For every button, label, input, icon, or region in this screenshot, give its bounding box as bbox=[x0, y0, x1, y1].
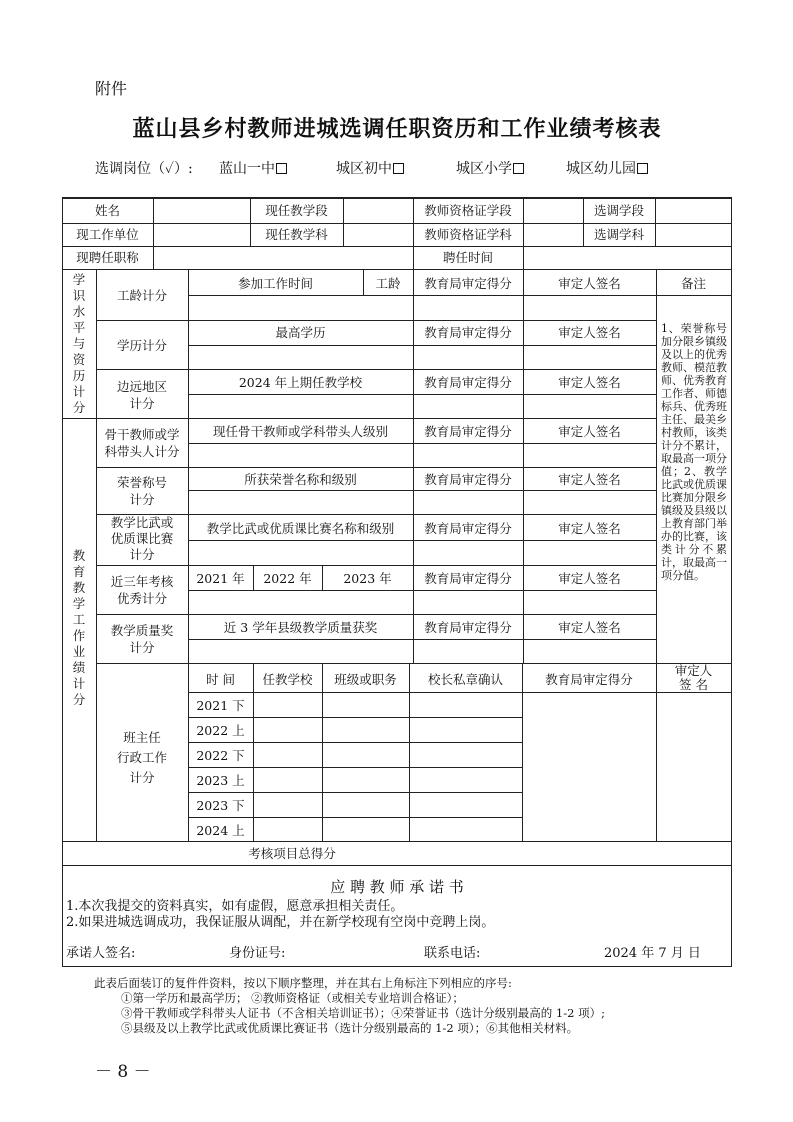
form-title: 蓝山县乡村教师进城选调任职资历和工作业绩考核表 bbox=[132, 116, 662, 142]
excellent-score-label: 近三年考核 优秀计分 bbox=[110, 574, 174, 606]
attachment-label: 附件 bbox=[95, 79, 128, 98]
score-header: 教育局审定得分 bbox=[424, 472, 512, 487]
signer-header: 审定人签名 bbox=[558, 620, 621, 635]
headteacher-score-label: 班主任 行政工作 计分 bbox=[116, 730, 167, 785]
signer-header: 审定人签名 bbox=[558, 521, 621, 536]
score-header: 教育局审定得分 bbox=[424, 521, 512, 536]
term-cell: 2023 下 bbox=[196, 798, 245, 813]
checkbox-icon[interactable] bbox=[637, 163, 648, 174]
year-2021-header: 2021 年 bbox=[196, 571, 245, 586]
year-2022-header: 2022 年 bbox=[263, 571, 312, 586]
footnote-line: ⑤县级及以上教学比武或优质课比赛证书（选计分级别最高的 1-2 项）；⑥其他相关材料。 bbox=[121, 1021, 579, 1035]
score-header: 教育局审定得分 bbox=[424, 424, 512, 439]
position-option-3[interactable]: 城区小学 bbox=[456, 161, 524, 179]
backbone-score-label: 骨干教师或学 科带头人计分 bbox=[104, 427, 180, 459]
page-number: － 8 － bbox=[95, 1062, 151, 1082]
section-performance-label: 教 育 教 学 工 作 业 绩 计 分 bbox=[72, 548, 86, 707]
term-cell: 2022 下 bbox=[196, 748, 245, 763]
total-score-label: 考核项目总得分 bbox=[248, 846, 336, 861]
highest-edu-header: 最高学历 bbox=[275, 325, 326, 340]
class-duty-header: 班级或职务 bbox=[334, 672, 397, 687]
score-header: 教育局审定得分 bbox=[424, 276, 512, 291]
signer-header: 审定人签名 bbox=[558, 472, 621, 487]
term-cell: 2023 上 bbox=[196, 773, 245, 788]
term-cell: 2022 上 bbox=[196, 723, 245, 738]
term-cell: 2021 下 bbox=[196, 698, 245, 713]
signer-header: 审定人签名 bbox=[558, 571, 621, 586]
phone-label: 联系电话: bbox=[424, 946, 481, 961]
selected-stage-label: 选调学段 bbox=[593, 203, 644, 218]
signer-header: 审定人签名 bbox=[558, 325, 621, 340]
pledge-title: 应 聘 教 师 承 诺 书 bbox=[330, 878, 464, 896]
appoint-time-label: 聘任时间 bbox=[442, 250, 493, 265]
work-start-header: 参加工作时间 bbox=[237, 276, 313, 291]
signer-header: 审定人签名 bbox=[558, 375, 621, 390]
signer-header: 审定人签名 bbox=[558, 276, 621, 291]
quality-award-label: 教学质量奖 计分 bbox=[110, 623, 174, 655]
score-header: 教育局审定得分 bbox=[424, 375, 512, 390]
pledge-line-1: 1.本次我提交的资料真实，如有虚假，愿意承担相关责任。 bbox=[66, 899, 404, 914]
current-subject-label: 现任教学科 bbox=[265, 227, 328, 242]
remark-header: 备注 bbox=[680, 276, 706, 291]
contest-name-header: 教学比武或优质课比赛名称和级别 bbox=[206, 521, 395, 536]
cert-subject-label: 教师资格证学科 bbox=[424, 227, 512, 242]
selected-subject-label: 选调学科 bbox=[593, 227, 644, 242]
score-header: 教育局审定得分 bbox=[424, 571, 512, 586]
school-header: 任教学校 bbox=[262, 672, 313, 687]
signer-header: 审定人 签 名 bbox=[674, 663, 713, 692]
time-header: 时 间 bbox=[206, 672, 235, 687]
checkbox-icon[interactable] bbox=[276, 163, 287, 174]
footnote-intro: 此表后面装订的复件件资料，按以下顺序整理，并在其右上角标注下列相应的序号: bbox=[94, 976, 512, 990]
checkbox-icon[interactable] bbox=[513, 163, 524, 174]
position-option-4[interactable]: 城区幼儿园 bbox=[566, 161, 648, 179]
principal-seal-header: 校长私章确认 bbox=[427, 672, 503, 687]
footnote-line: ③骨干教师或学科带头人证书（不含相关培训证书）；④荣誉证书（选计分级别最高的 1-2 项）; bbox=[121, 1006, 605, 1020]
work-years-header: 工龄 bbox=[375, 276, 401, 291]
year-2023-header: 2023 年 bbox=[343, 571, 392, 586]
id-number-label: 身份证号: bbox=[229, 946, 286, 961]
signer-header: 审定人签名 bbox=[558, 424, 621, 439]
cert-stage-label: 教师资格证学段 bbox=[424, 203, 512, 218]
backbone-level-header: 现任骨干教师或学科带头人级别 bbox=[212, 424, 388, 439]
honor-name-header: 所获荣誉名称和级别 bbox=[244, 472, 357, 487]
years-score-label: 工龄计分 bbox=[116, 288, 167, 303]
footnote-line: ①第一学历和最高学历； ②教师资格证（或相关专业培训合格证）； bbox=[121, 991, 464, 1005]
section-qualification-label: 学 识 水 平 与 资 历 计 分 bbox=[72, 272, 86, 415]
quality-award-header: 近 3 学年县级教学质量获奖 bbox=[223, 620, 378, 635]
pledger-signature-label: 承诺人签名: bbox=[66, 946, 136, 961]
position-option-1[interactable]: 蓝山一中 bbox=[219, 161, 287, 179]
contest-score-label: 教学比武或 优质课比赛 计分 bbox=[110, 515, 174, 562]
education-score-label: 学历计分 bbox=[116, 338, 167, 353]
pledge-line-2: 2.如果进城选调成功，我保证服从调配，并在新学校现有空岗中竞聘上岗。 bbox=[66, 915, 495, 930]
remote-school-header: 2024 年上期任教学校 bbox=[238, 375, 363, 390]
pledge-date: 2024 年 7 月 日 bbox=[604, 946, 701, 961]
current-stage-label: 现任教学段 bbox=[265, 203, 328, 218]
score-header: 教育局审定得分 bbox=[545, 672, 633, 687]
current-title-label: 现聘任职称 bbox=[76, 250, 139, 265]
checkbox-icon[interactable] bbox=[393, 163, 404, 174]
remark-note: 1、荣誉称号加分限乡镇级及以上的优秀教师、模范教师、优秀教育工作者、师德标兵、优秀班主任、最美乡村教师，该类计分不累计，取最高一项分值；2、教学比武或优质课比赛加分限乡镇级及县级以上教育部门举办的比赛，该类计分不累计，取最高一项分值。 bbox=[661, 322, 727, 582]
remote-area-score-label: 边远地区 计分 bbox=[116, 379, 167, 411]
position-option-2[interactable]: 城区初中 bbox=[336, 161, 404, 179]
current-unit-label: 现工作单位 bbox=[76, 227, 139, 242]
name-label: 姓名 bbox=[94, 203, 120, 218]
term-cell: 2024 上 bbox=[196, 823, 245, 838]
score-header: 教育局审定得分 bbox=[424, 325, 512, 340]
score-header: 教育局审定得分 bbox=[424, 620, 512, 635]
position-label: 选调岗位（✓）: bbox=[95, 161, 193, 177]
honor-score-label: 荣誉称号 计分 bbox=[116, 475, 167, 507]
